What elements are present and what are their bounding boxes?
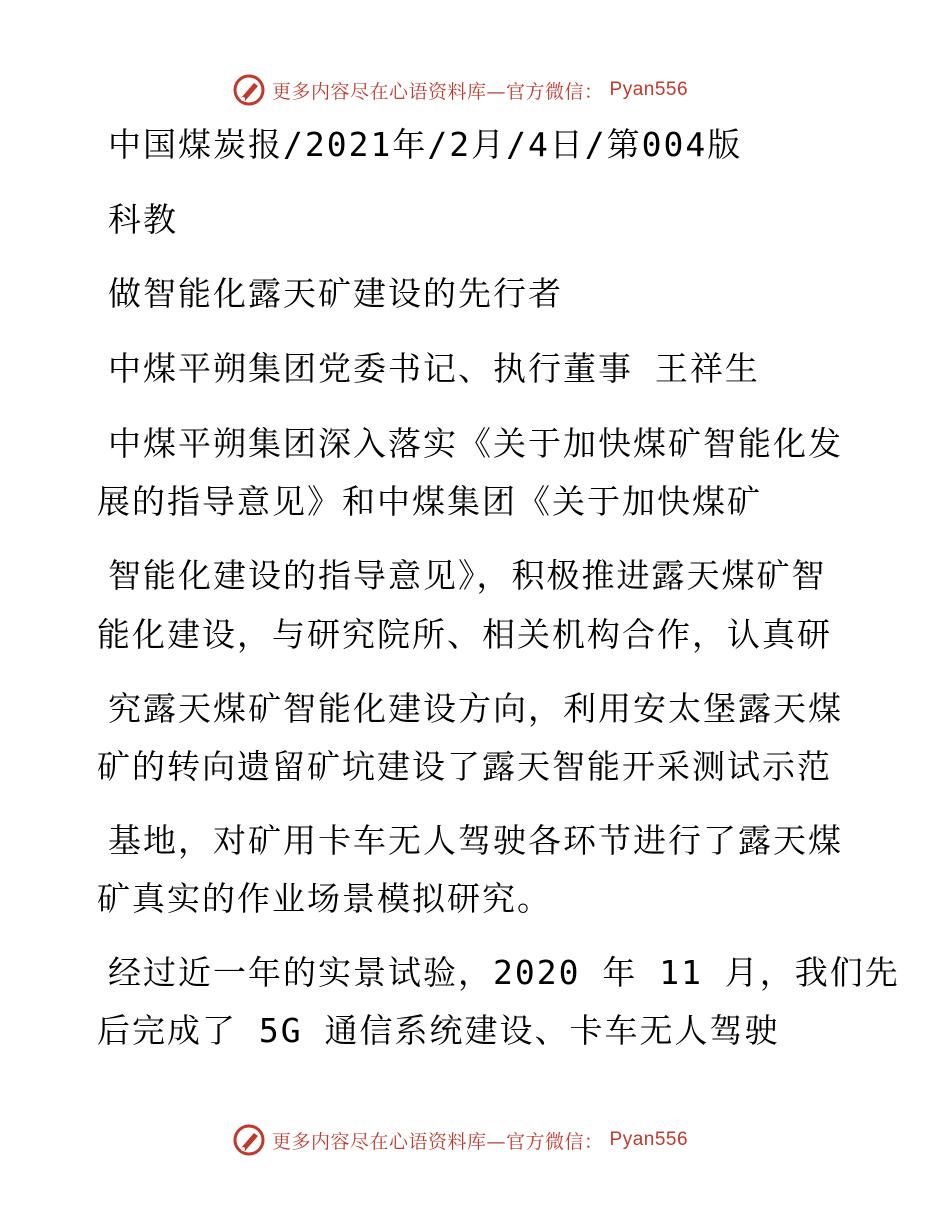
section-label: 科教	[108, 200, 178, 239]
banner-wechat-id: Pyan556	[609, 79, 689, 100]
banner-wechat-id: Pyan556	[609, 1129, 689, 1150]
body-line: 能化建设，与研究院所、相关机构合作，认真研	[97, 615, 832, 654]
article-title: 做智能化露天矿建设的先行者	[108, 274, 563, 313]
watermark-banner-bottom	[232, 1122, 688, 1158]
article-author: 中煤平朔集团党委书记、执行董事 王祥生	[108, 349, 760, 388]
pen-logo-icon	[232, 73, 266, 107]
body-line: 智能化建设的指导意见》，积极推进露天煤矿智	[108, 556, 827, 595]
body-line: 后完成了 5G 通信系统建设、卡车无人驾驶	[97, 1011, 780, 1050]
source-line: 中国煤炭报/2021年/2月/4日/第004版	[108, 125, 743, 164]
watermark-banner-top	[232, 72, 688, 108]
body-line: 基地，对矿用卡车无人驾驶各环节进行了露天煤	[108, 821, 843, 860]
body-line: 中煤平朔集团深入落实《关于加快煤矿智能化发	[108, 424, 843, 463]
banner-text: 更多内容尽在心语资料库—官方微信：	[272, 1130, 604, 1153]
pen-logo-icon	[232, 1123, 266, 1157]
body-line: 经过近一年的实景试验，2020 年 11 月，我们先	[108, 953, 900, 992]
banner-text: 更多内容尽在心语资料库—官方微信：	[272, 80, 604, 103]
body-line: 展的指导意见》和中煤集团《关于加快煤矿	[97, 482, 762, 521]
body-line: 矿真实的作业场景模拟研究。	[97, 879, 552, 918]
body-line: 究露天煤矿智能化建设方向，利用安太堡露天煤	[108, 689, 843, 728]
body-line: 矿的转向遗留矿坑建设了露天智能开采测试示范	[97, 747, 832, 786]
